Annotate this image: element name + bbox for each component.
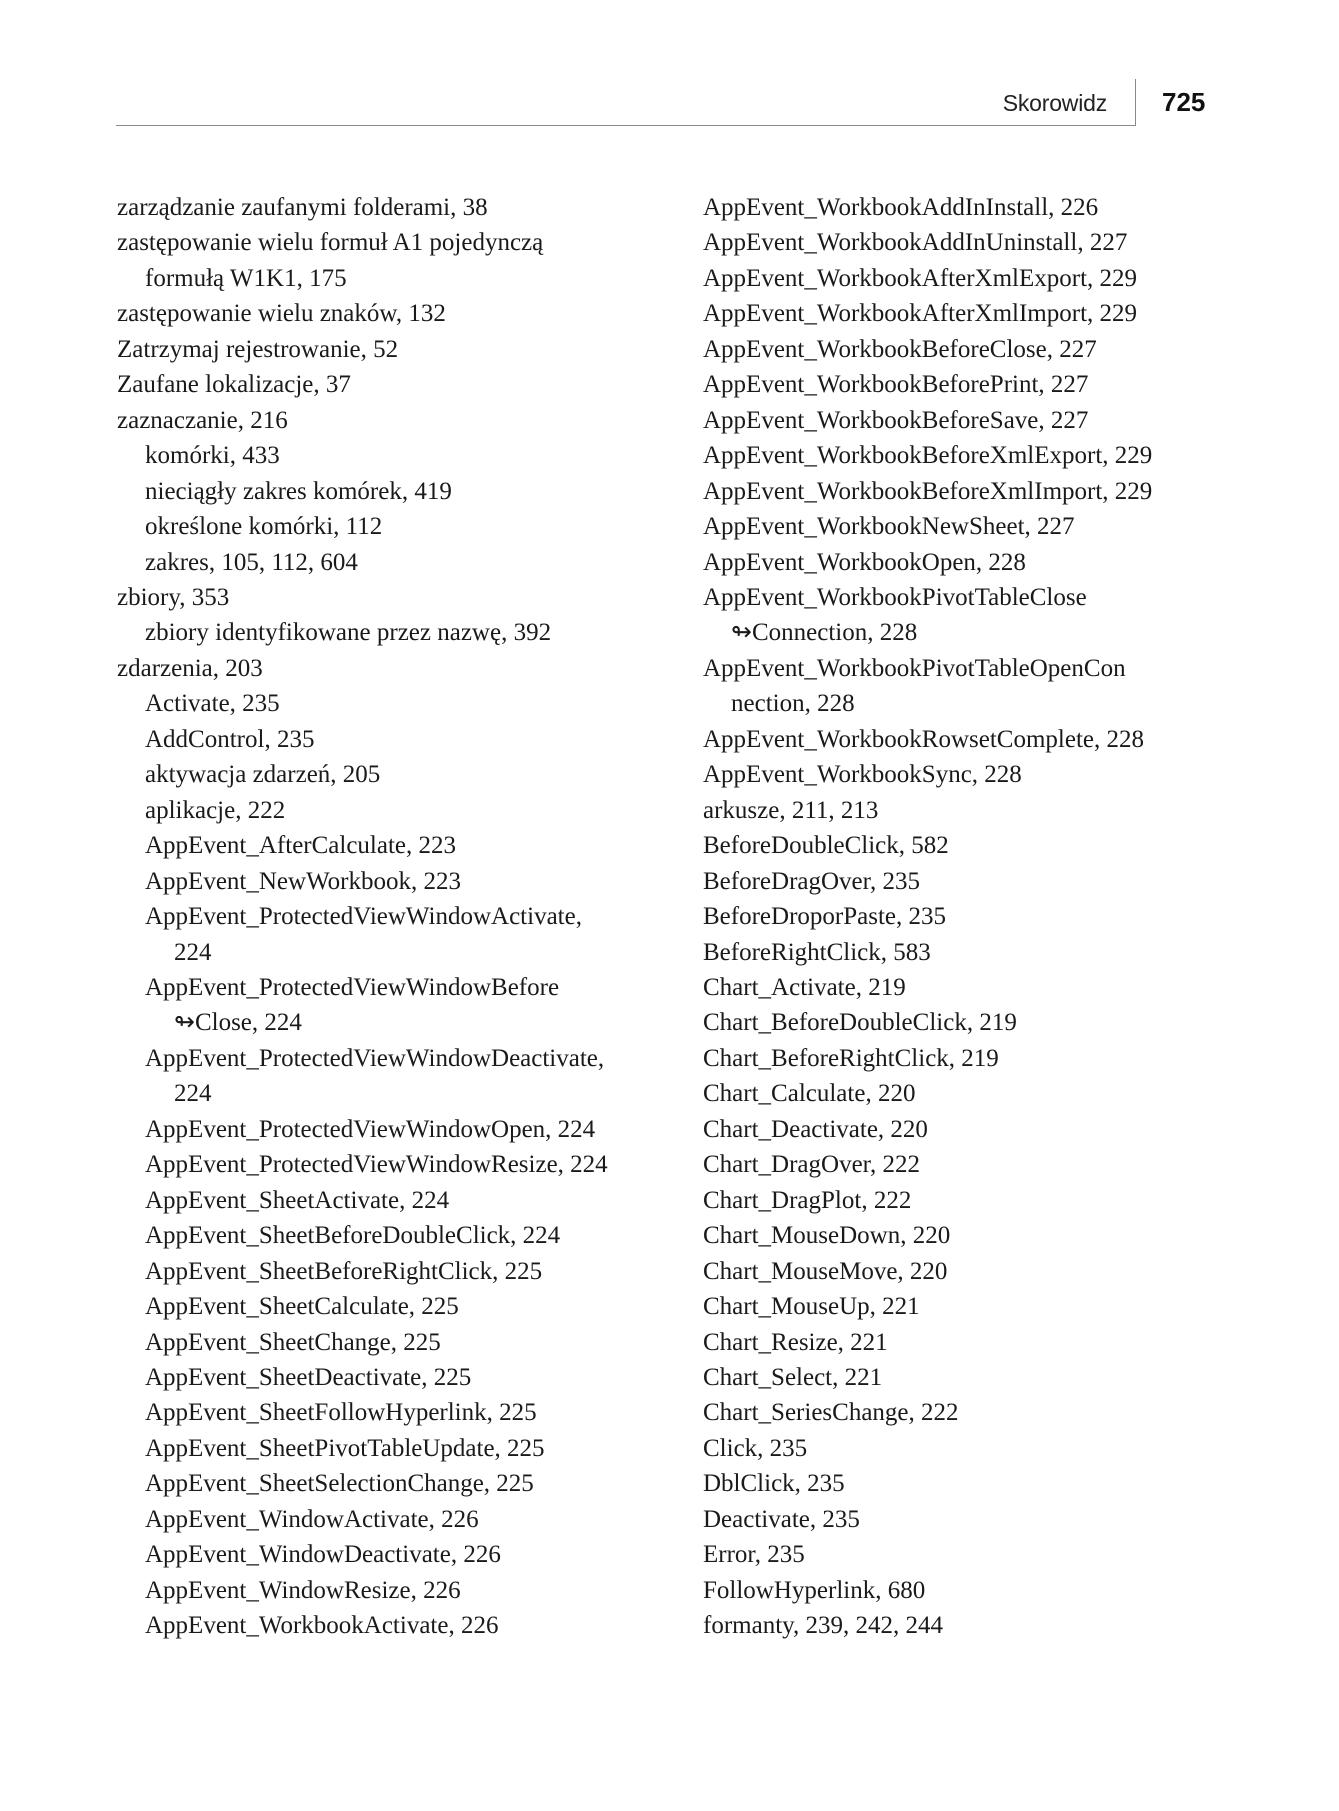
index-entry: AddControl, 235 [145, 725, 315, 753]
index-entry: zastępowanie wielu formuł A1 pojedynczą [117, 229, 544, 257]
index-entry: 224 [174, 1080, 212, 1108]
page-header [116, 76, 1213, 128]
index-entry: Chart_Select, 221 [703, 1363, 883, 1391]
header-rule [116, 125, 1135, 126]
index-entry: aplikacje, 222 [145, 796, 286, 824]
index-entry: AppEvent_WorkbookBeforeXmlExport, 229 [703, 442, 1153, 470]
index-entry: Deactivate, 235 [703, 1505, 860, 1533]
index-entry: Chart_MouseUp, 221 [703, 1293, 920, 1321]
index-entry: BeforeDroporPaste, 235 [703, 903, 946, 931]
index-entry: AppEvent_WorkbookBeforeXmlImport, 229 [703, 477, 1153, 505]
index-entry: zarządzanie zaufanymi folderami, 38 [117, 194, 488, 221]
index-entry: AppEvent_WorkbookActivate, 226 [145, 1612, 499, 1640]
index-entry: AppEvent_SheetActivate, 224 [145, 1186, 450, 1214]
index-entry: 224 [174, 938, 212, 966]
index-entry: AppEvent_WorkbookOpen, 228 [703, 548, 1026, 576]
index-entry: AppEvent_WindowDeactivate, 226 [145, 1541, 501, 1569]
index-entry: AppEvent_ProtectedViewWindowResize, 224 [145, 1151, 608, 1179]
index-entry: nieciągły zakres komórek, 419 [145, 477, 452, 505]
index-entry: Chart_Calculate, 220 [703, 1080, 916, 1108]
index-entry: Chart_Deactivate, 220 [703, 1115, 928, 1143]
index-entry: Chart_SeriesChange, 222 [703, 1399, 959, 1427]
index-entry: AppEvent_SheetBeforeDoubleClick, 224 [145, 1222, 561, 1250]
index-entry: AppEvent_WorkbookPivotTableClose [703, 583, 1087, 611]
index-entry: AppEvent_WorkbookBeforeSave, 227 [703, 406, 1089, 434]
index-entry: BeforeRightClick, 583 [703, 938, 931, 966]
index-entry: aktywacja zdarzeń, 205 [145, 761, 381, 789]
index-entry: zbiory identyfikowane przez nazwę, 392 [145, 619, 552, 647]
index-entry: Chart_BeforeRightClick, 219 [703, 1044, 999, 1072]
index-entry: zbiory, 353 [117, 583, 230, 611]
index-entry: AppEvent_WorkbookAddInInstall, 226 [703, 194, 1099, 221]
index-entry: AppEvent_WindowResize, 226 [145, 1576, 461, 1604]
index-entry: AppEvent_WorkbookPivotTableOpenCon [703, 654, 1126, 682]
index-entry: Error, 235 [703, 1541, 805, 1569]
index-entry: Zaufane lokalizacje, 37 [117, 371, 351, 399]
index-entry: AppEvent_SheetSelectionChange, 225 [145, 1470, 534, 1498]
index-entry: AppEvent_ProtectedViewWindowBefore [145, 973, 560, 1001]
index-entry: Chart_MouseMove, 220 [703, 1257, 948, 1285]
index-entry: AppEvent_SheetBeforeRightClick, 225 [145, 1257, 543, 1285]
index-entry: Chart_Activate, 219 [703, 973, 906, 1001]
index-entry: AppEvent_SheetDeactivate, 225 [145, 1363, 472, 1391]
index-entry: DblClick, 235 [703, 1470, 845, 1498]
index-entry: AppEvent_SheetCalculate, 225 [145, 1293, 459, 1321]
index-entry: zaznaczanie, 216 [117, 406, 288, 434]
index-entry: AppEvent_SheetChange, 225 [145, 1328, 441, 1356]
index-entry: AppEvent_WorkbookBeforeClose, 227 [703, 335, 1097, 363]
index-entry: Chart_BeforeDoubleClick, 219 [703, 1009, 1017, 1037]
index-entry: ↬Close, 224 [174, 1009, 302, 1037]
index-entry: AppEvent_ProtectedViewWindowActivate, [145, 903, 582, 931]
index-entry: FollowHyperlink, 680 [703, 1576, 926, 1604]
index-entry: AppEvent_WorkbookAddInUninstall, 227 [703, 229, 1128, 257]
header-divider [1135, 79, 1136, 126]
index-entry: zakres, 105, 112, 604 [145, 548, 358, 576]
index-entry: AppEvent_NewWorkbook, 223 [145, 867, 461, 895]
index-entry: AppEvent_ProtectedViewWindowOpen, 224 [145, 1115, 596, 1143]
index-entry: AppEvent_WorkbookBeforePrint, 227 [703, 371, 1089, 399]
index-column-right [703, 190, 1223, 1644]
index-entry: Activate, 235 [145, 690, 280, 718]
index-entry: zdarzenia, 203 [117, 654, 263, 682]
index-entry: BeforeDragOver, 235 [703, 867, 920, 895]
index-entry: Chart_MouseDown, 220 [703, 1222, 951, 1250]
index-entry: komórki, 433 [145, 442, 280, 470]
index-entry: Chart_Resize, 221 [703, 1328, 888, 1356]
index-column-left [117, 190, 677, 1644]
index-entry: Zatrzymaj rejestrowanie, 52 [117, 335, 399, 363]
index-entry: BeforeDoubleClick, 582 [703, 832, 949, 860]
page-number: 725 [1162, 87, 1206, 117]
index-entry: AppEvent_WindowActivate, 226 [145, 1505, 479, 1533]
index-entry: Chart_DragOver, 222 [703, 1151, 920, 1179]
index-entry: formanty, 239, 242, 244 [703, 1612, 944, 1640]
index-entry: Chart_DragPlot, 222 [703, 1186, 912, 1214]
running-head: Skorowidz [1002, 90, 1107, 116]
index-entry: AppEvent_SheetFollowHyperlink, 225 [145, 1399, 537, 1427]
index-entry: formułą W1K1, 175 [145, 264, 347, 292]
index-entry: zastępowanie wielu znaków, 132 [117, 300, 446, 328]
index-entry: AppEvent_ProtectedViewWindowDeactivate, [145, 1044, 605, 1072]
index-entry: AppEvent_WorkbookAfterXmlExport, 229 [703, 264, 1138, 292]
index-entry: AppEvent_WorkbookAfterXmlImport, 229 [703, 300, 1138, 328]
index-entry: nection, 228 [731, 690, 855, 718]
index-entry: AppEvent_SheetPivotTableUpdate, 225 [145, 1434, 545, 1462]
index-entry: AppEvent_WorkbookRowsetComplete, 228 [703, 725, 1144, 753]
index-entry: Click, 235 [703, 1434, 808, 1462]
index-entry: AppEvent_WorkbookSync, 228 [703, 761, 1022, 789]
index-entry: AppEvent_WorkbookNewSheet, 227 [703, 513, 1075, 541]
index-entry: arkusze, 211, 213 [703, 796, 879, 824]
index-entry: ↬Connection, 228 [731, 619, 918, 647]
index-entry: AppEvent_AfterCalculate, 223 [145, 832, 457, 860]
index-entry: określone komórki, 112 [145, 513, 383, 541]
